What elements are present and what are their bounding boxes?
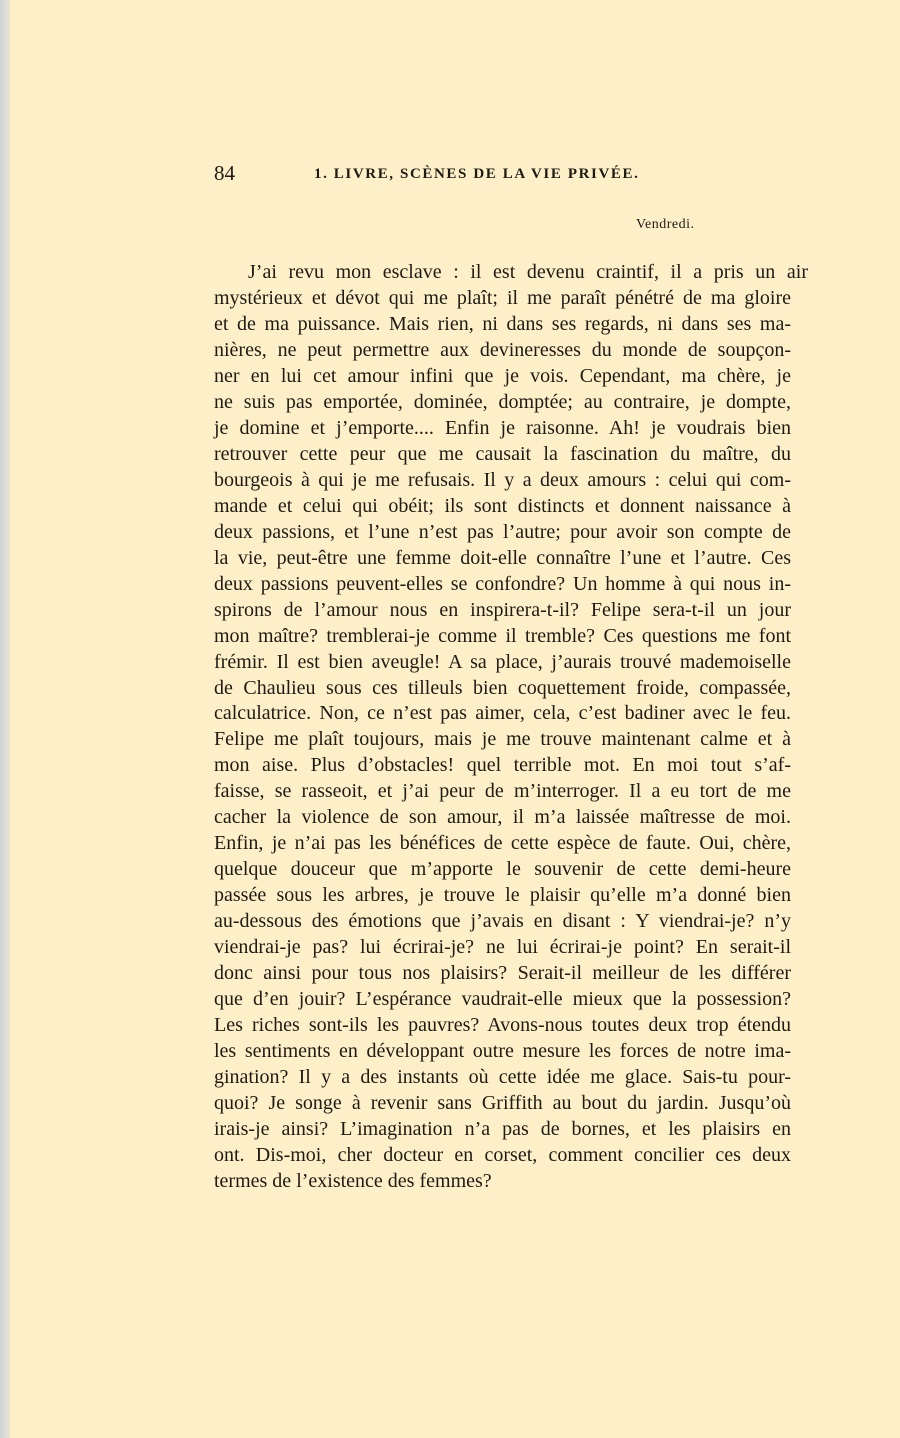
text-line-content: Felipe me plaît toujours, mais je me trouve maintenant calme et à [214,728,791,751]
text-line [214,311,791,337]
text-line [214,700,791,726]
text-line-content: et de ma puissance. Mais rien, ni dans ses regards, ni dans ses ma- [214,312,791,335]
text-line-content: bourgeois à qui je me refusais. Il y a deux amours : celui qui com- [214,468,791,491]
text-line-content: la vie, peut-être une femme doit-elle connaître l’une et l’autre. Ces [214,546,791,569]
text-line-content: de Chaulieu sous ces tilleuls bien coquettement froide, compassée, [214,676,791,699]
text-line [214,1142,791,1168]
text-line-content: mon aise. Plus d’obstacles! quel terrible mot. En moi tout s’af- [214,754,791,777]
page-header [214,160,714,186]
text-line-content: retrouver cette peur que me causait la fascination du maître, du [214,442,791,465]
text-line-content: passée sous les arbres, je trouve le plaisir qu’elle m’a donné bien [214,884,791,907]
text-line [214,908,791,934]
text-line-content: je domine et j’emporte.... Enfin je raisonne. Ah! je voudrais bien [214,416,791,439]
text-line [214,675,791,701]
text-line [214,259,808,285]
date-heading: Vendredi. [636,217,695,232]
text-line [214,726,791,752]
text-line-content: ont. Dis-moi, cher docteur en corset, comment concilier ces deux [214,1143,791,1166]
text-line-content: ner en lui cet amour infini que je vois. Cependant, ma chère, je [214,364,791,387]
text-line-content: spirons de l’amour nous en inspirera-t-il? Felipe sera-t-il un jour [214,598,791,621]
text-line [214,1090,791,1116]
text-line [214,519,791,545]
text-line [214,1064,791,1090]
text-line [214,856,791,882]
text-line [214,649,791,675]
text-line-content: Les riches sont-ils les pauvres? Avons-nous toutes deux trop étendu [214,1014,791,1037]
body-paragraph [214,259,808,1194]
text-line [214,830,791,856]
text-line-content: quoi? Je songe à revenir sans Griffith au bout du jardin. Jusqu’où [214,1092,791,1114]
text-line-content: mande et celui qui obéit; ils sont distincts et donnent naissance à [214,494,791,517]
text-line [214,804,791,830]
text-line-content: J’ai revu mon esclave : il est devenu craintif, il a pris un air [248,261,808,283]
text-line [214,882,791,908]
text-line-content: nières, ne peut permettre aux devineresses du monde de soupçon- [214,338,791,361]
text-line-content: quelque douceur que m’apporte le souvenir de cette demi-heure [214,858,791,881]
text-line-content: viendrai-je pas? lui écrirai-je? ne lui écrirai-je point? En serait-il [214,936,791,959]
text-line [214,363,791,389]
text-line-content: deux passions peuvent-elles se confondre? Un homme à qui nous in- [214,572,791,595]
text-line [214,1168,791,1194]
text-line-content: ne suis pas emportée, dominée, domptée; au contraire, je dompte, [214,390,791,413]
text-line [214,752,791,778]
text-line-content: que d’en jouir? L’espérance vaudrait-elle mieux que la possession? [214,988,791,1011]
text-line [214,1038,791,1064]
text-line-content: termes de l’existence des femmes? [214,1169,492,1192]
text-line-content: faisse, se rasseoit, et j’ai peur de m’interroger. Il a eu tort de me [214,780,791,803]
text-line [214,597,791,623]
text-line-content: les sentiments en développant outre mesure les forces de notre ima- [214,1040,791,1063]
text-line-content: cacher la violence de son amour, il m’a laissée maîtresse de moi. [214,806,791,829]
text-line [214,415,791,441]
text-line [214,571,791,597]
text-line [214,960,791,986]
page-edge-shadow [0,0,10,1438]
page-number: 84 [214,161,235,185]
text-line-content: deux passions, et l’une n’est pas l’autre; pour avoir son compte de [214,520,791,543]
text-line [214,441,791,467]
text-line-content: au-dessous des émotions que j’avais en disant : Y viendrai-je? n’y [214,910,791,933]
text-line-content: irais-je ainsi? L’imagination n’a pas de bornes, et les plaisirs en [214,1117,791,1140]
text-line-content: calculatrice. Non, ce n’est pas aimer, cela, c’est badiner avec le feu. [214,702,791,725]
text-line [214,285,791,311]
text-line-content: gination? Il y a des instants où cette idée me glace. Sais-tu pour- [214,1066,791,1089]
text-line [214,389,791,415]
text-line [214,493,791,519]
text-line-content: frémir. Il est bien aveugle! A sa place, j’aurais trouvé mademoiselle [214,650,791,673]
text-line-content: mystérieux et dévot qui me plaît; il me paraît pénétré de ma gloire [214,286,791,309]
text-line [214,986,791,1012]
running-title: 1. LIVRE, SCÈNES DE LA VIE PRIVÉE. [314,166,640,182]
text-line-content: mon maître? tremblerai-je comme il tremble? Ces questions me font [214,624,791,647]
text-line [214,623,791,649]
text-line-content: Enfin, je n’ai pas les bénéfices de cette espèce de faute. Oui, chère, [214,832,791,855]
text-line [214,545,791,571]
text-line [214,1116,791,1142]
text-line [214,1012,791,1038]
text-line-content: donc ainsi pour tous nos plaisirs? Serait-il meilleur de les différer [214,962,791,985]
text-line [214,778,791,804]
text-line [214,934,791,960]
text-line [214,467,791,493]
text-line [214,337,791,363]
